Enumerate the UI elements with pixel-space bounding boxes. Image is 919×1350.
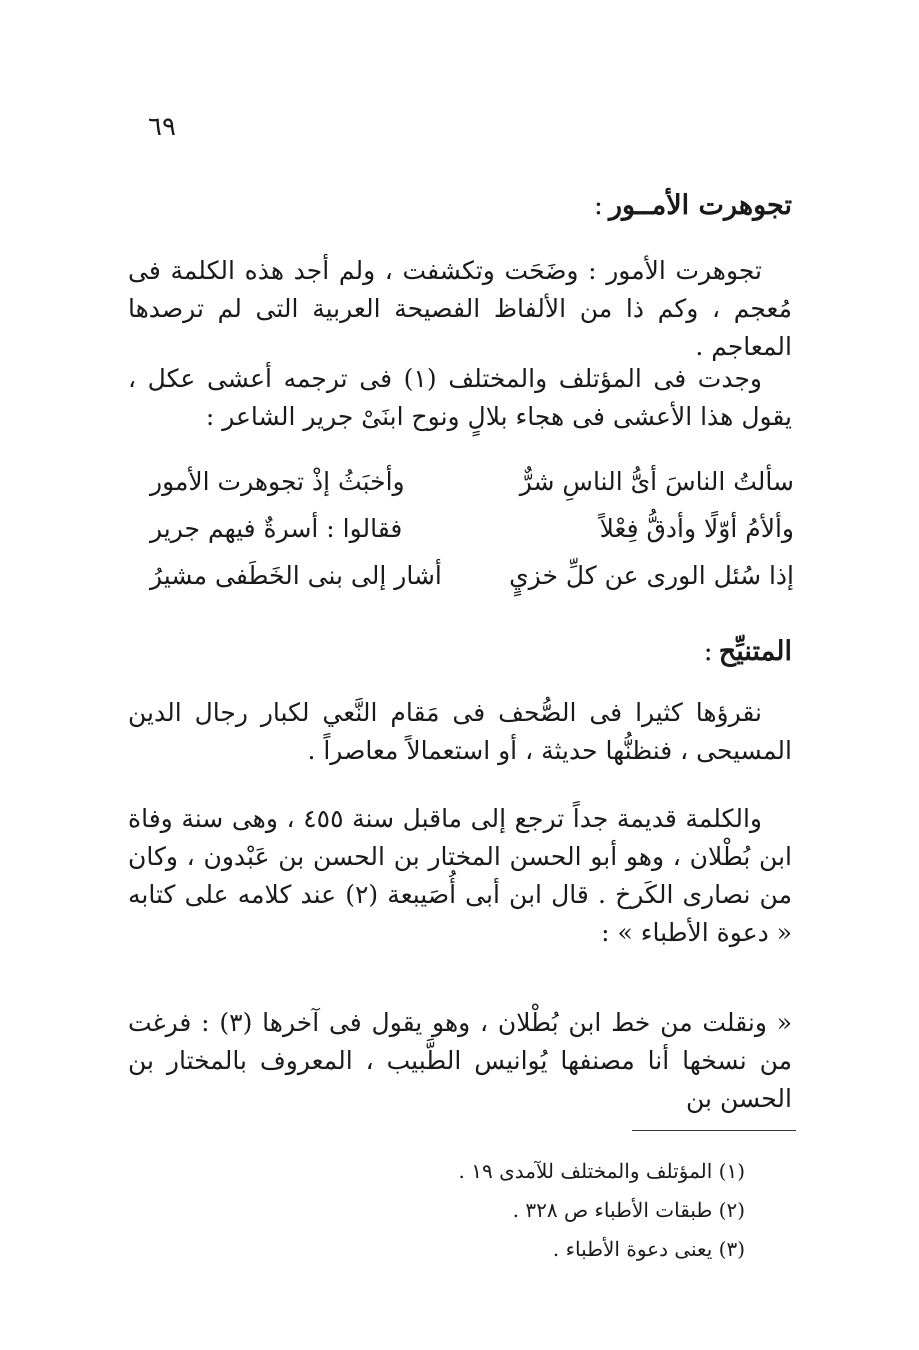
verse-first-hemistich: إذا سُئل الورى عن كلِّ خزيٍ — [509, 561, 794, 590]
verse-second-hemistich: فقالوا : أسرةٌ فيهم جرير — [150, 514, 403, 543]
section-heading-text: المتنيِّح — [718, 636, 792, 667]
heading-colon: : — [593, 190, 603, 221]
footnote-divider — [632, 1130, 796, 1131]
footnote-1: (١) المؤتلف والمختلف للآمدى ١٩ . — [458, 1159, 745, 1183]
section-heading-text: تجوهرت الأمــور — [608, 190, 792, 221]
footnote-2: (٢) طبقات الأطباء ص ٣٢٨ . — [512, 1198, 745, 1222]
paragraph-2: وجدت فى المؤتلف والمختلف (١) فى ترجمه أعشى عكل ، يقول هذا الأعشى فى هجاء بلالٍ ونوح ابنَىْ جرير الشاعر : — [128, 364, 792, 431]
paragraph-3: نقرؤها كثيرا فى الصُّحف فى مَقام النَّعي لكبار رجال الدين المسيحى ، فنظنُّها حديثة ، أو استعمالاً معاصراً . — [128, 698, 792, 765]
verse-first-hemistich: وألأمُ أوّلًا وأدقُّ فِعْلاً — [599, 514, 794, 543]
page-number: ٦٩ — [148, 112, 176, 142]
verse-line — [150, 552, 794, 599]
verse-line — [150, 458, 794, 505]
section-heading-mutanayyih — [704, 636, 792, 667]
footnote-3: (٣) يعنى دعوة الأطباء . — [552, 1237, 745, 1261]
heading-colon: : — [703, 636, 713, 667]
paragraph-1: تجوهرت الأمور : وضَحَت وتكشفت ، ولم أجد هذه الكلمة فى مُعجم ، وكم ذا من الألفاظ الفصيحة العربية التى لم ترصدها المعاجم . — [128, 256, 792, 361]
paragraph-5: « ونقلت من خط ابن بُطْلان ، وهو يقول فى آخرها (٣) : فرغت من نسخها أنا مصنفها يُوانيس الطَّبيب ، المعروف بالمختار بن الحسن بن — [128, 1008, 792, 1113]
paragraph-4: والكلمة قديمة جداً ترجع إلى ماقبل سنة ٤٥٥ ، وهى سنة وفاة ابن بُطْلان ، وهو أبو الحسن المختار بن الحسن بن عَبْدون ، وكان من نصارى الكَرخ . قال ابن أبى أُصَيبعة (٢) عند كلامه على كتابه « دعوة الأطباء » : — [128, 804, 792, 947]
verse-line — [150, 505, 794, 552]
footnotes — [459, 1152, 745, 1269]
poem-verses — [150, 458, 794, 599]
verse-second-hemistich: وأخبَثُ إذْ تجوهرت الأمور — [150, 467, 405, 496]
verse-first-hemistich: سألتُ الناسَ أىُّ الناسِ شرٌّ — [519, 467, 794, 496]
verse-second-hemistich: أشار إلى بنى الخَطَفى مشيرُ — [150, 561, 442, 590]
section-heading-tajawharat — [594, 190, 792, 221]
